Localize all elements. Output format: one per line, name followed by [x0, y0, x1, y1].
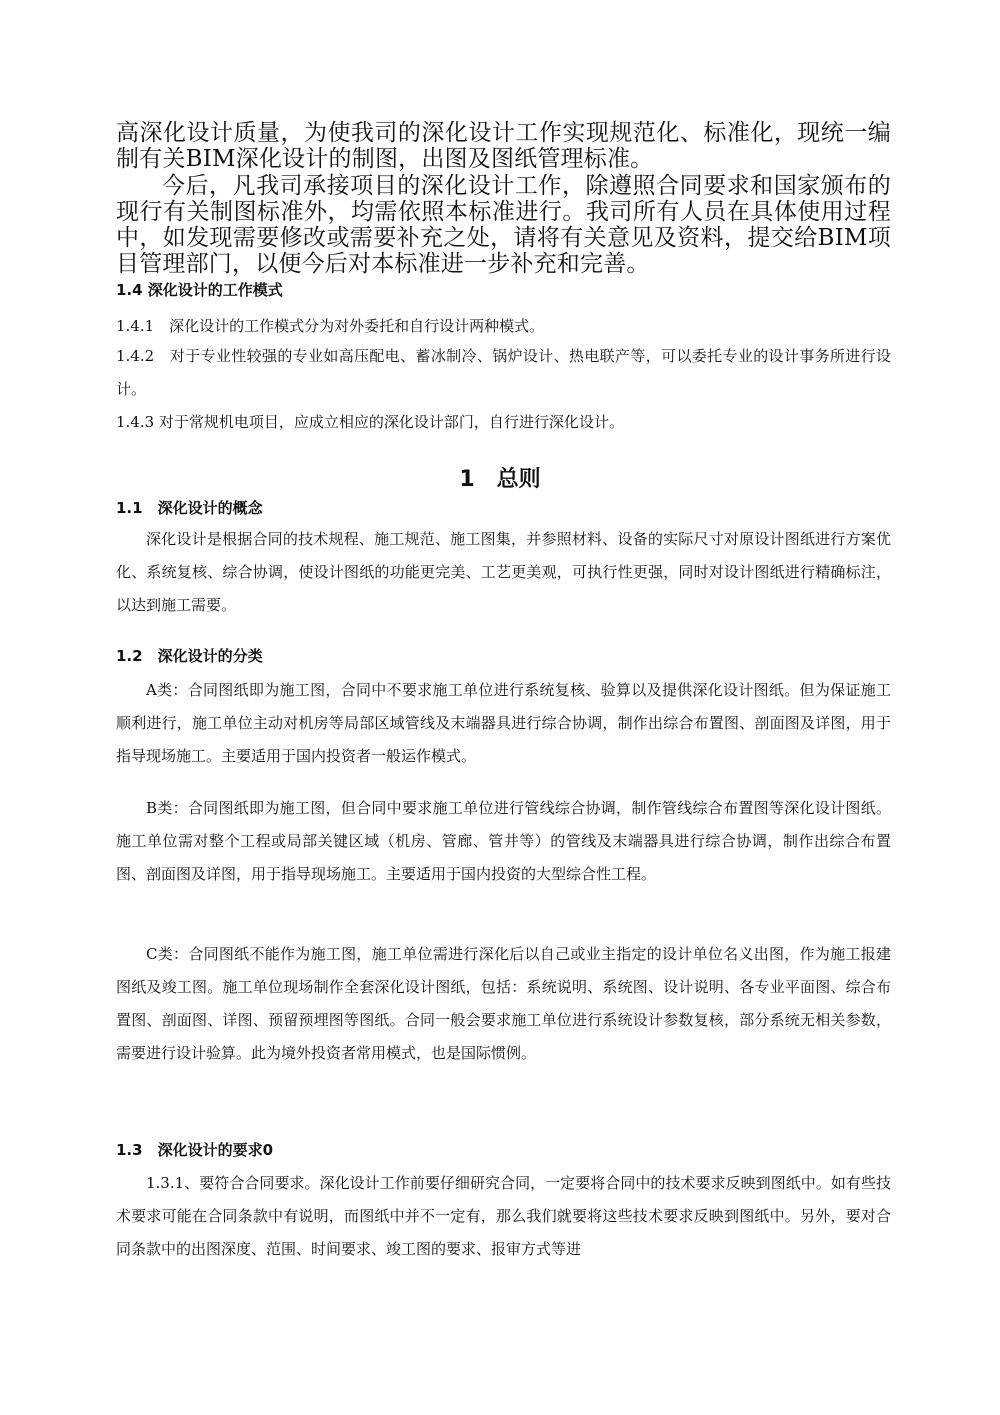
category-c-paragraph: C类：合同图纸不能作为施工图，施工单位需进行深化后以自己或业主指定的设计单位名义出图，作为施工报建图纸及竣工图。施工单位现场制作全套深化设计图纸，包括：系统说明、系统图、设计说明、各专业平面图、综合布置图、剖面图、详图、预留预埋图等图纸。合同一般会要求施工单位进行系统设计参数复核，部分系统无相关参数，需要进行设计验算。此为境外投资者常用模式，也是国际惯例。 [116, 945, 891, 1062]
category-a-paragraph: A类：合同图纸即为施工图，合同中不要求施工单位进行系统复核、验算以及提供深化设计图纸。但为保证施工顺利进行，施工单位主动对机房等局部区域管线及末端器具进行综合协调，制作出综合布置图、剖面图及详图，用于指导现场施工。主要适用于国内投资者一般运作模式。 [116, 681, 891, 765]
section-heading-1-4: 1.4 深化设计的工作模式 [116, 281, 283, 299]
item-1-4-2: 1.4.2 对于专业性较强的专业如高压配电、蓄冰制冷、锅炉设计、热电联产等，可以委托专业的设计事务所进行设计。 [116, 347, 891, 398]
chapter-name: 总则 [496, 467, 541, 492]
chapter-number: 1 [459, 467, 475, 492]
category-b-paragraph: B类：合同图纸即为施工图，但合同中要求施工单位进行管线综合协调，制作管线综合布置图等深化设计图纸。施工单位需对整个工程或局部关键区域（机房、管廊、管井等）的管线及末端器具进行综合协调，制作出综合布置图、剖面图及详图，用于指导现场施工。主要适用于国内投资的大型综合性工程。 [116, 799, 891, 883]
chapter-title [0, 467, 1000, 493]
section-heading-1-1: 1.1 深化设计的概念 [116, 499, 263, 517]
section-heading-1-3: 1.3 深化设计的要求0 [116, 1141, 274, 1159]
section-1-1-paragraph: 深化设计是根据合同的技术规程、施工规范、施工图集，并参照材料、设备的实际尺寸对原设计图纸进行方案优化、系统复核、综合协调，使设计图纸的功能更完美、工艺更美观，可执行性更强，同时对设计图纸进行精确标注，以达到施工需要。 [116, 530, 891, 614]
item-1-4-3: 1.4.3 对于常规机电项目，应成立相应的深化设计部门，自行进行深化设计。 [116, 413, 624, 431]
intro-paragraph-2: 今后，凡我司承接项目的深化设计工作，除遵照合同要求和国家颁布的现行有关制图标准外，均需依照本标准进行。我司所有人员在具体使用过程中，如发现需要修改或需要补充之处，请将有关意见及资料，提交给BIM项目管理部门，以便今后对本标准进一步补充和完善。 [116, 173, 891, 277]
section-heading-1-2: 1.2 深化设计的分类 [116, 647, 263, 665]
section-1-3-paragraph: 1.3.1、要符合合同要求。深化设计工作前要仔细研究合同，一定要将合同中的技术要求反映到图纸中。如有些技术要求可能在合同条款中有说明，而图纸中并不一定有，那么我们就要将这些技术要求反映到图纸中。另外，要对合同条款中的出图深度、范围、时间要求、竣工图的要求、报审方式等进 [116, 1174, 891, 1258]
intro-paragraph-1: 高深化设计质量，为使我司的深化设计工作实现规范化、标准化，现统一编制有关BIM深化设计的制图，出图及图纸管理标准。 [116, 120, 891, 172]
item-1-4-1: 1.4.1 深化设计的工作模式分为对外委托和自行设计两种模式。 [116, 317, 545, 335]
